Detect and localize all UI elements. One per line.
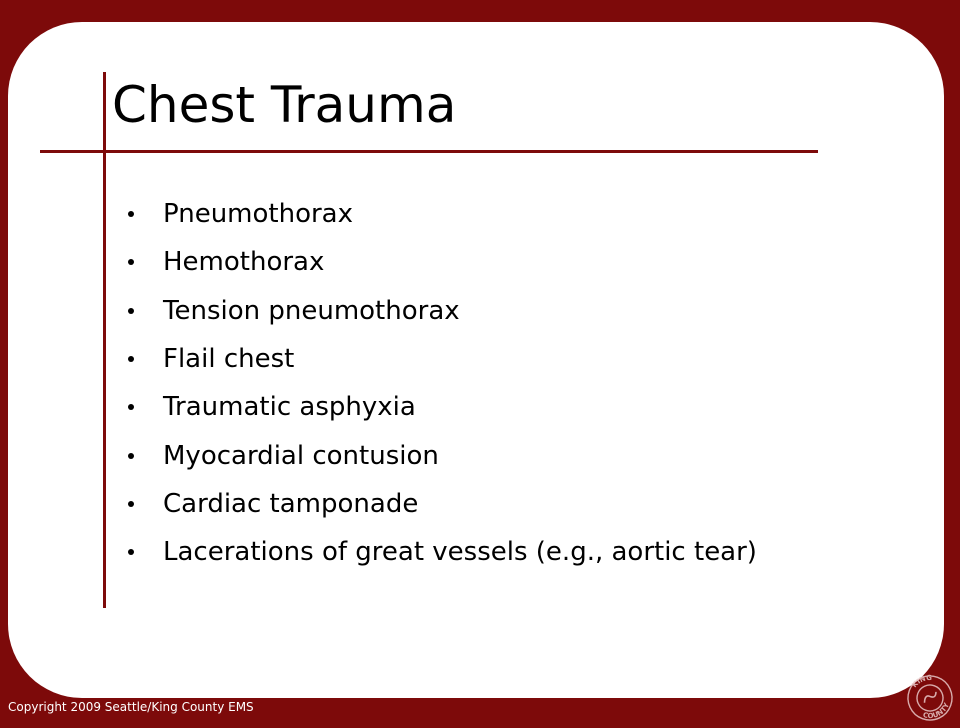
bullet-item (128, 335, 757, 383)
bullet-dot-icon (128, 404, 134, 410)
bullet-item (128, 480, 757, 528)
bullet-dot-icon (128, 308, 134, 314)
bullet-dot-icon (128, 211, 134, 217)
bullet-dot-icon (128, 259, 134, 265)
svg-text:KING: KING (910, 673, 933, 690)
bullet-text: Cardiac tamponade (163, 488, 419, 519)
title-underline (40, 150, 818, 153)
bullet-item (128, 190, 757, 238)
copyright-footer: Copyright 2009 Seattle/King County EMS (8, 700, 254, 714)
bullet-text: Myocardial contusion (163, 440, 439, 471)
bullet-dot-icon (128, 501, 134, 507)
bullet-text: Pneumothorax (163, 199, 353, 230)
bullet-item (128, 528, 757, 576)
king-county-seal-icon (900, 668, 960, 728)
bullet-item (128, 287, 757, 335)
bullet-text: Hemothorax (163, 247, 325, 278)
bullet-item (128, 431, 757, 479)
bullet-list (128, 190, 757, 576)
bullet-text: Tension pneumothorax (163, 295, 460, 326)
bullet-item (128, 383, 757, 431)
bullet-dot-icon (128, 453, 134, 459)
bullet-dot-icon (128, 356, 134, 362)
svg-text:COUNTY: COUNTY (922, 701, 951, 721)
bullet-dot-icon (128, 549, 134, 555)
slide-title: Chest Trauma (112, 76, 457, 134)
bullet-text: Lacerations of great vessels (e.g., aortic tear) (163, 537, 757, 568)
bullet-text: Traumatic asphyxia (163, 392, 416, 423)
bullet-item (128, 238, 757, 286)
bullet-text: Flail chest (163, 344, 295, 375)
